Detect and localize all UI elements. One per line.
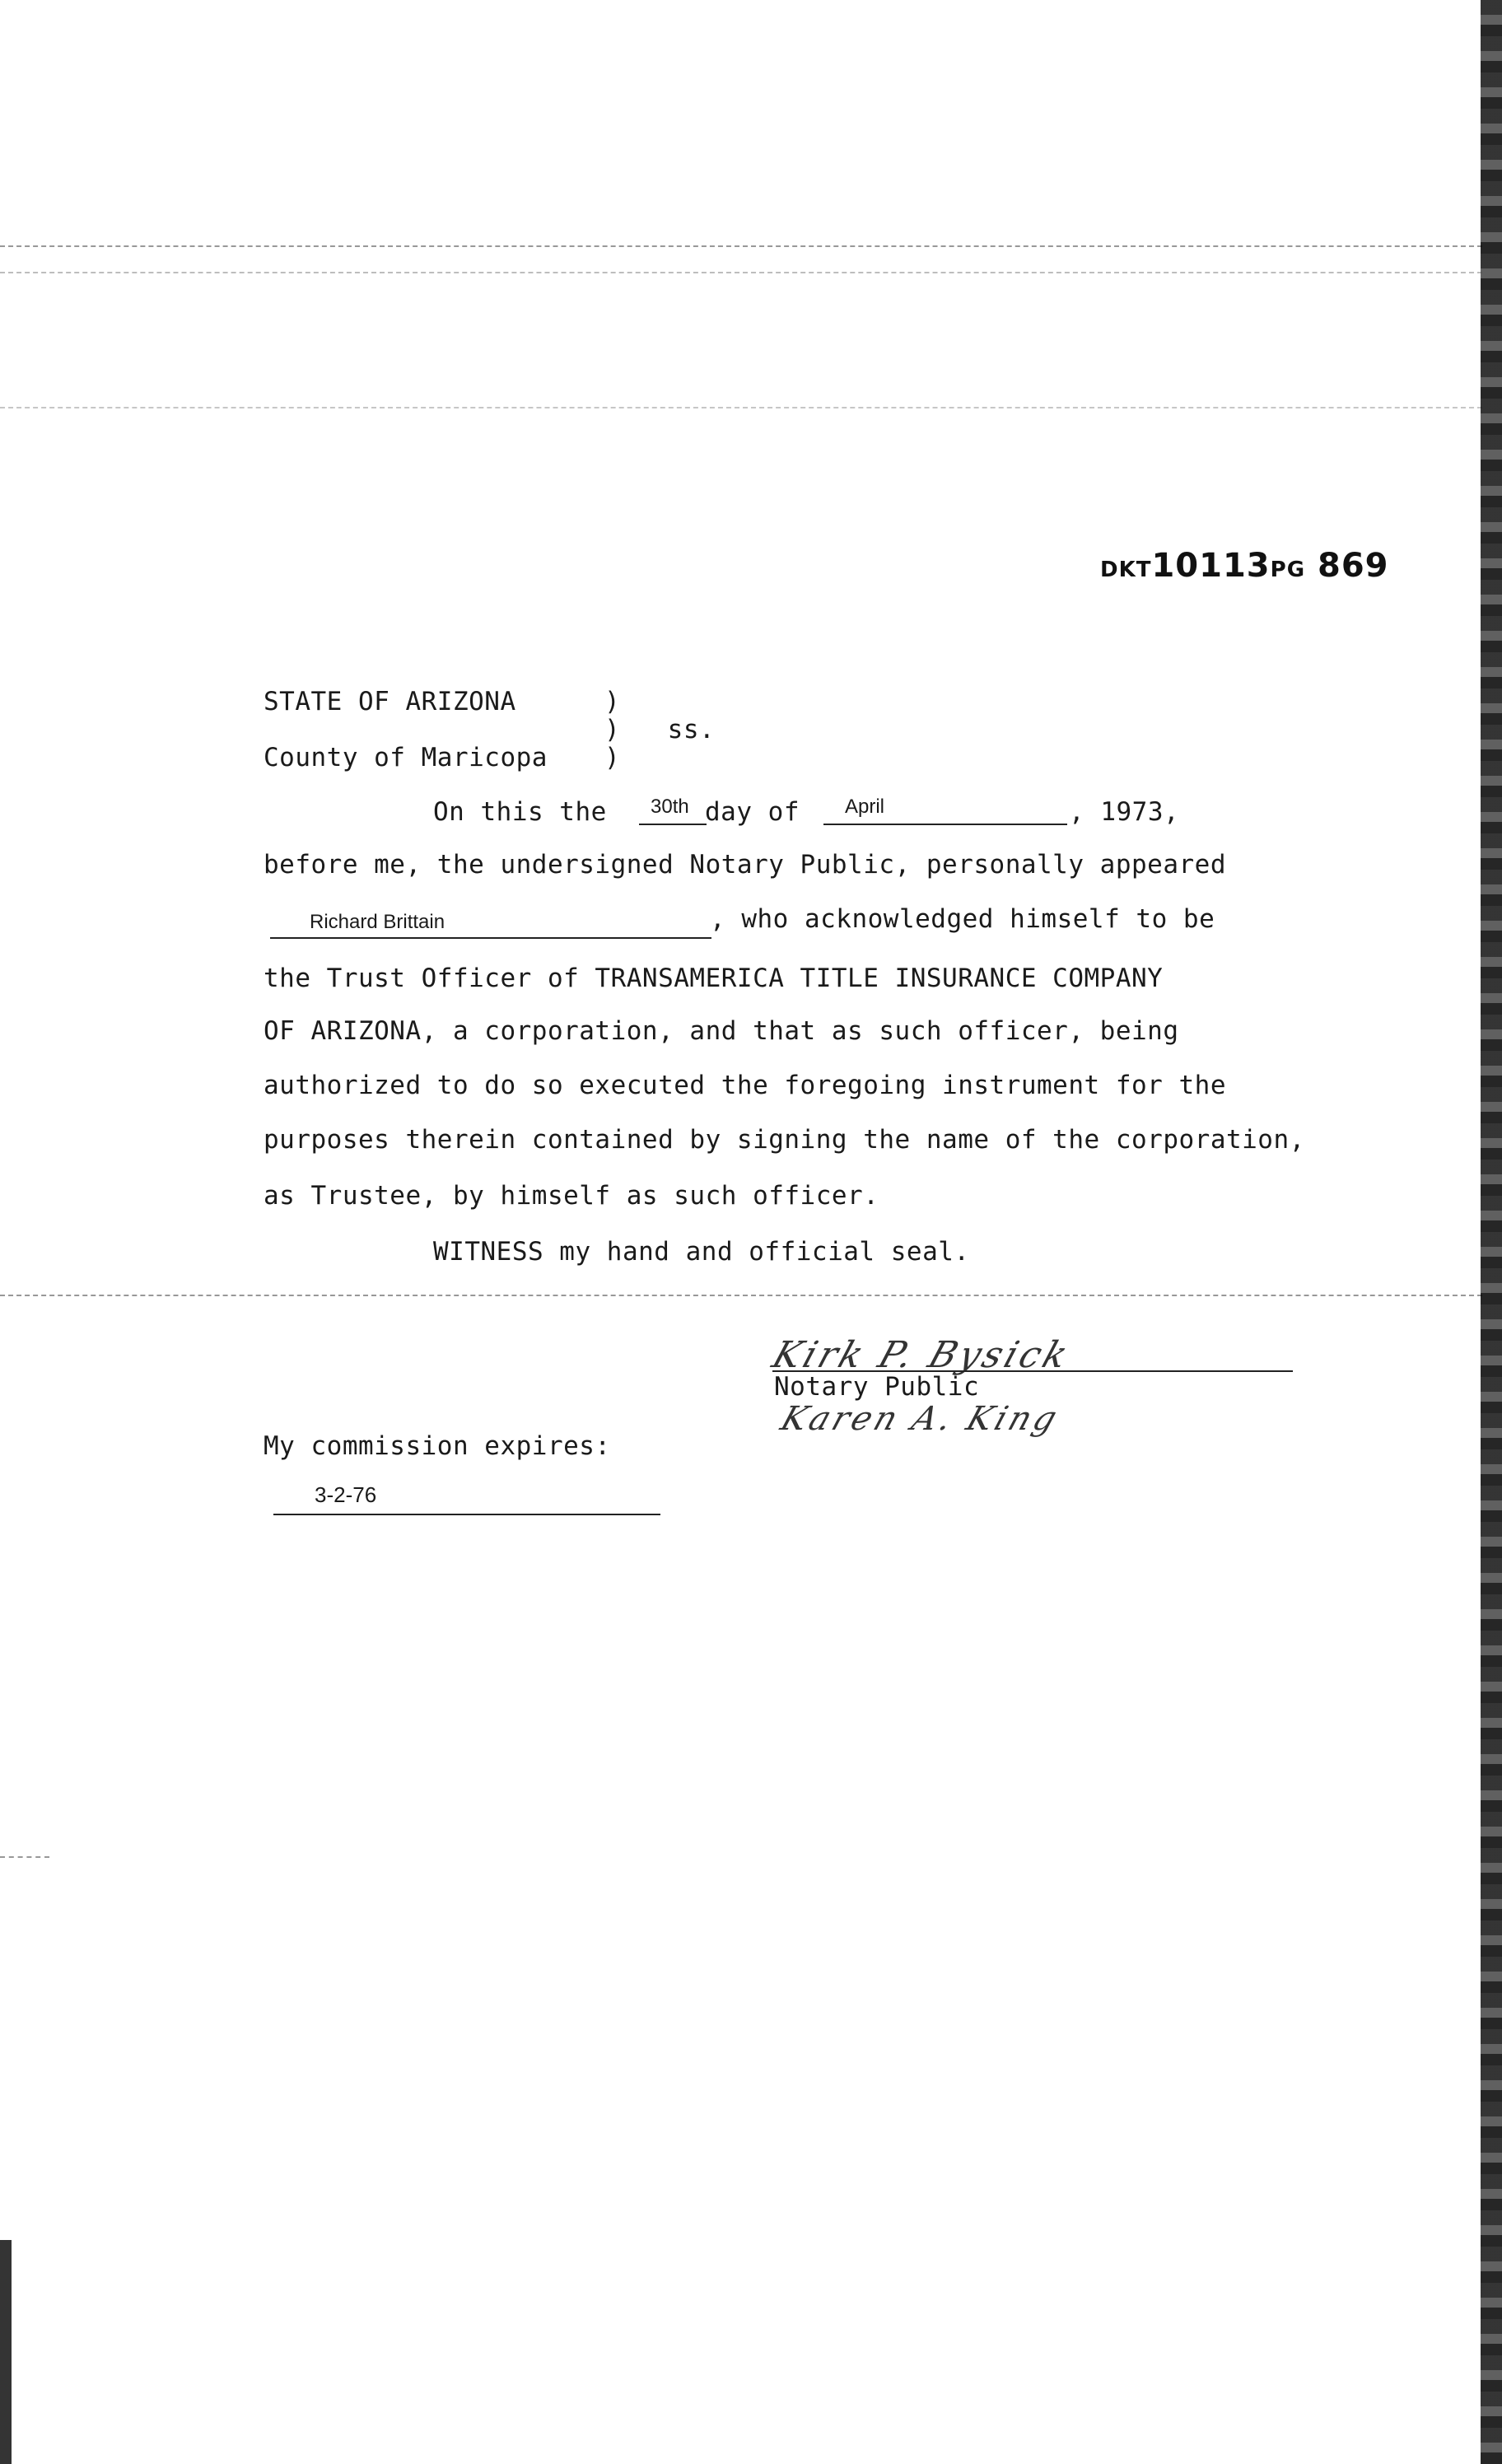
scan-noise — [0, 1295, 1482, 1296]
body-line: authorized to do so executed the foregoing instrument for the — [264, 1071, 1226, 1100]
commission-underline — [273, 1514, 660, 1515]
venue-state: STATE OF ARIZONA — [264, 687, 516, 716]
month-underline — [823, 824, 1067, 825]
witness-line: WITNESS my hand and official seal. — [433, 1237, 970, 1267]
body-line: , who acknowledged himself to be — [710, 904, 1215, 934]
scan-edge — [1481, 0, 1502, 2464]
page-number: 869 — [1317, 547, 1389, 585]
venue-paren: ) — [604, 743, 621, 772]
notary-signature-2: Karen A. King — [776, 1400, 1065, 1438]
record-number-value: 10113 — [1151, 547, 1271, 585]
scan-noise — [0, 1856, 49, 1858]
day-value: 30th — [651, 796, 689, 818]
body-line: OF ARIZONA, a corporation, and that as such officer, being — [264, 1016, 1179, 1046]
body-line: as Trustee, by himself as such officer. — [264, 1181, 879, 1211]
month-value: April — [845, 796, 885, 818]
name-underline — [270, 937, 711, 939]
venue-paren: ) — [604, 687, 621, 716]
scan-edge — [0, 2240, 12, 2464]
day-suffix: day of — [705, 797, 800, 827]
scan-noise — [0, 407, 1482, 408]
scan-noise — [0, 245, 1482, 247]
venue-county: County of Maricopa — [264, 743, 548, 772]
appeared-name: Richard Brittain — [310, 911, 445, 933]
notary-signature: Kirk P. Bysick — [767, 1334, 1076, 1376]
record-prefix: DKT — [1100, 558, 1152, 582]
date-prefix: On this the — [433, 797, 607, 827]
notary-label: Notary Public — [774, 1372, 980, 1402]
venue-ss: ) ss. — [604, 715, 716, 744]
year-text: , 1973, — [1069, 797, 1180, 827]
record-number — [1100, 547, 1388, 585]
commission-date: 3-2-76 — [315, 1482, 377, 1507]
day-underline — [639, 824, 707, 825]
commission-label: My commission expires: — [264, 1431, 611, 1461]
record-mid: PG — [1270, 558, 1306, 582]
body-line: purposes therein contained by signing the name of the corporation, — [264, 1125, 1305, 1155]
body-line: before me, the undersigned Notary Public, personally appeared — [264, 850, 1226, 880]
scan-noise — [0, 272, 1482, 273]
body-line: the Trust Officer of TRANSAMERICA TITLE INSURANCE COMPANY — [264, 964, 1164, 993]
